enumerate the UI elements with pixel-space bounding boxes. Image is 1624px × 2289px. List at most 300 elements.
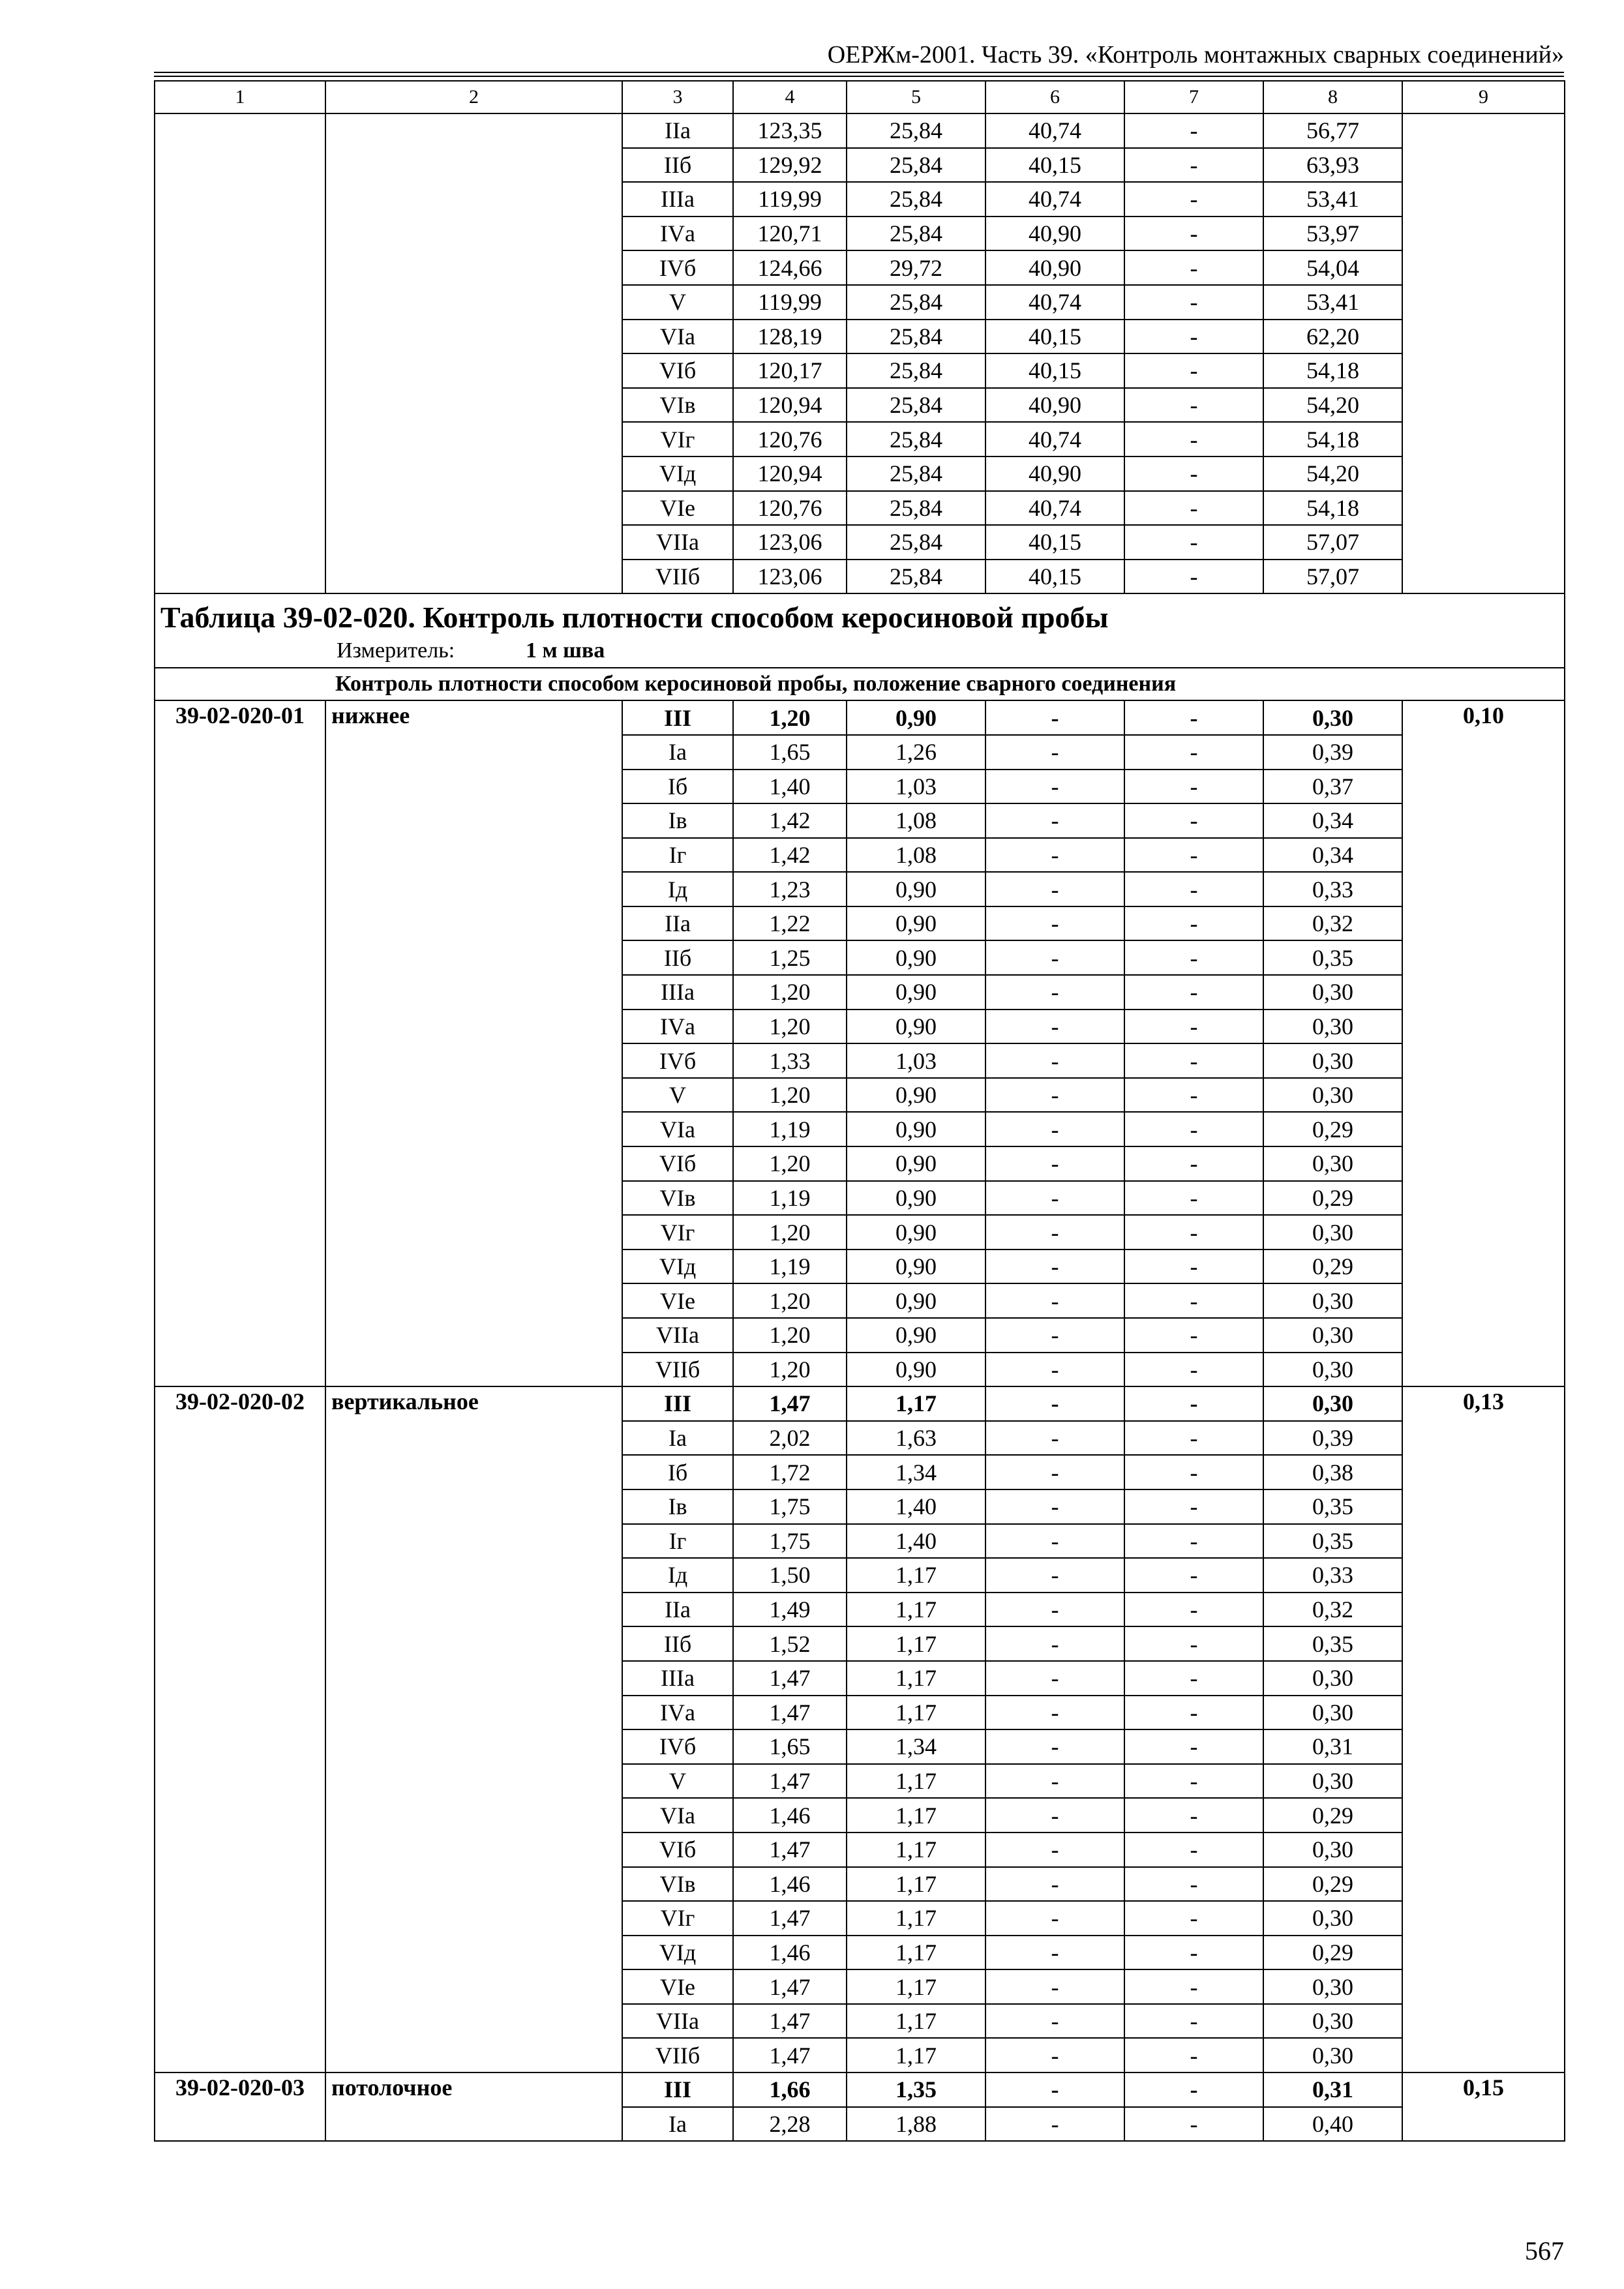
- table-row: [155, 1386, 1565, 1421]
- table-row: [155, 700, 1565, 735]
- value-col6: -: [985, 2038, 1124, 2072]
- item-position: потолочное: [325, 2072, 622, 2141]
- column-number: 5: [847, 81, 985, 113]
- value-col5: 1,17: [847, 1969, 985, 2004]
- page-number: 567: [1525, 2236, 1564, 2266]
- value-col7: -: [1124, 113, 1263, 148]
- value-col5: 25,84: [847, 285, 985, 320]
- value-col4: 120,76: [733, 491, 847, 526]
- value-col7: -: [1124, 2004, 1263, 2039]
- value-col6: -: [985, 1421, 1124, 1456]
- value-col6: -: [985, 1386, 1124, 1421]
- value-col5: 1,17: [847, 1626, 985, 1661]
- value-col4: 2,02: [733, 1421, 847, 1456]
- zone-cell: VIIб: [622, 560, 733, 594]
- zone-cell: VIа: [622, 1112, 733, 1146]
- value-col8: 0,29: [1263, 1249, 1402, 1284]
- value-col5: 29,72: [847, 250, 985, 285]
- value-col8: 0,38: [1263, 1455, 1402, 1489]
- value-col5: 1,88: [847, 2107, 985, 2142]
- value-col6: -: [985, 1833, 1124, 1867]
- value-col8: 62,20: [1263, 320, 1402, 354]
- value-col5: 1,17: [847, 1798, 985, 1833]
- value-col6: -: [985, 700, 1124, 735]
- value-col6: 40,15: [985, 525, 1124, 560]
- zone-cell: IIа: [622, 113, 733, 148]
- value-col4: 129,92: [733, 148, 847, 183]
- value-col4: 1,33: [733, 1043, 847, 1078]
- value-col6: 40,90: [985, 456, 1124, 491]
- value-col9: 0,13: [1402, 1386, 1565, 2072]
- value-col8: 63,93: [1263, 148, 1402, 183]
- table-row: [155, 2072, 1565, 2107]
- value-col7: -: [1124, 525, 1263, 560]
- value-col5: 1,17: [847, 1901, 985, 1936]
- value-col4: 1,47: [733, 1833, 847, 1867]
- column-number: 1: [155, 81, 325, 113]
- zone-cell: IIб: [622, 940, 733, 975]
- value-col7: -: [1124, 1936, 1263, 1970]
- value-col6: -: [985, 1078, 1124, 1113]
- zone-cell: Iв: [622, 1489, 733, 1524]
- value-col8: 54,18: [1263, 491, 1402, 526]
- column-number: 6: [985, 81, 1124, 113]
- value-col7: -: [1124, 1181, 1263, 1216]
- value-col4: 1,20: [733, 1010, 847, 1044]
- value-col7: -: [1124, 1969, 1263, 2004]
- value-col7: -: [1124, 1421, 1263, 1456]
- value-col4: 123,06: [733, 560, 847, 594]
- value-col7: -: [1124, 1078, 1263, 1113]
- zone-cell: VIв: [622, 1181, 733, 1216]
- value-col8: 0,40: [1263, 2107, 1402, 2142]
- value-col5: 0,90: [847, 1181, 985, 1216]
- value-col7: -: [1124, 1524, 1263, 1559]
- value-col8: 0,30: [1263, 1969, 1402, 2004]
- value-col4: 1,72: [733, 1455, 847, 1489]
- zone-cell: IVа: [622, 1696, 733, 1730]
- value-col6: -: [985, 1696, 1124, 1730]
- value-col6: 40,74: [985, 422, 1124, 456]
- value-col5: 0,90: [847, 1353, 985, 1387]
- value-col7: -: [1124, 217, 1263, 251]
- value-col4: 1,23: [733, 872, 847, 906]
- zone-cell: Iг: [622, 838, 733, 873]
- value-col4: 119,99: [733, 182, 847, 217]
- zone-cell: VIIа: [622, 525, 733, 560]
- value-col6: -: [985, 1318, 1124, 1353]
- value-col5: 0,90: [847, 975, 985, 1010]
- value-col6: -: [985, 1524, 1124, 1559]
- value-col5: 25,84: [847, 560, 985, 594]
- value-col5: 1,17: [847, 1833, 985, 1867]
- value-col7: -: [1124, 838, 1263, 873]
- value-col8: 0,37: [1263, 770, 1402, 804]
- value-col6: -: [985, 1901, 1124, 1936]
- value-col7: -: [1124, 1729, 1263, 1764]
- zone-cell: VIб: [622, 1146, 733, 1181]
- value-col5: 0,90: [847, 1283, 985, 1318]
- value-col4: 1,20: [733, 700, 847, 735]
- zone-cell: VIв: [622, 388, 733, 423]
- zone-cell: VIе: [622, 491, 733, 526]
- value-col4: 1,47: [733, 1969, 847, 2004]
- zone-cell: VIа: [622, 1798, 733, 1833]
- value-col7: -: [1124, 1593, 1263, 1627]
- value-col5: 1,26: [847, 735, 985, 770]
- value-col4: 124,66: [733, 250, 847, 285]
- value-col8: 54,18: [1263, 353, 1402, 388]
- zone-cell: IIIа: [622, 975, 733, 1010]
- zone-cell: VIб: [622, 1833, 733, 1867]
- value-col5: 1,40: [847, 1524, 985, 1559]
- value-col7: -: [1124, 1283, 1263, 1318]
- value-col4: 120,94: [733, 456, 847, 491]
- zone-cell: VIб: [622, 353, 733, 388]
- column-number: 7: [1124, 81, 1263, 113]
- value-col8: 0,30: [1263, 1764, 1402, 1799]
- value-col6: -: [985, 1798, 1124, 1833]
- value-col5: 1,17: [847, 1867, 985, 1902]
- value-col4: 120,94: [733, 388, 847, 423]
- value-col6: -: [985, 1455, 1124, 1489]
- value-col8: 0,30: [1263, 1318, 1402, 1353]
- value-col8: 0,30: [1263, 1696, 1402, 1730]
- value-col4: 1,42: [733, 803, 847, 838]
- value-col6: -: [985, 975, 1124, 1010]
- value-col4: 1,47: [733, 2038, 847, 2072]
- value-col7: -: [1124, 1010, 1263, 1044]
- zone-cell: Iб: [622, 770, 733, 804]
- page-header: [154, 37, 1564, 77]
- table-subheading: Контроль плотности способом керосиновой пробы, положение сварного соединения: [155, 668, 1565, 700]
- value-col8: 53,41: [1263, 182, 1402, 217]
- value-col6: -: [985, 1764, 1124, 1799]
- value-col5: 1,17: [847, 1936, 985, 1970]
- value-col8: 0,30: [1263, 2038, 1402, 2072]
- value-col7: -: [1124, 872, 1263, 906]
- zone-cell: III: [622, 2072, 733, 2107]
- value-col8: 56,77: [1263, 113, 1402, 148]
- value-col4: 1,75: [733, 1489, 847, 1524]
- value-col8: 0,30: [1263, 1353, 1402, 1387]
- value-col4: 1,42: [733, 838, 847, 873]
- value-col8: 54,20: [1263, 388, 1402, 423]
- zone-cell: VIв: [622, 1867, 733, 1902]
- table-title-row: [155, 593, 1565, 668]
- zone-cell: IVб: [622, 1729, 733, 1764]
- value-col5: 1,17: [847, 1696, 985, 1730]
- value-col7: -: [1124, 353, 1263, 388]
- value-col8: 0,29: [1263, 1181, 1402, 1216]
- value-col5: 1,08: [847, 803, 985, 838]
- value-col5: 1,03: [847, 770, 985, 804]
- zone-cell: IVб: [622, 250, 733, 285]
- value-col4: 123,06: [733, 525, 847, 560]
- column-number: 3: [622, 81, 733, 113]
- value-col5: 1,17: [847, 1593, 985, 1627]
- value-col7: -: [1124, 1455, 1263, 1489]
- value-col4: 1,20: [733, 1146, 847, 1181]
- value-col8: 0,30: [1263, 1901, 1402, 1936]
- value-col7: -: [1124, 1249, 1263, 1284]
- value-col8: 0,30: [1263, 1661, 1402, 1696]
- value-col8: 54,04: [1263, 250, 1402, 285]
- value-col4: 1,49: [733, 1593, 847, 1627]
- value-col5: 1,17: [847, 1558, 985, 1593]
- value-col9: 0,15: [1402, 2072, 1565, 2141]
- value-col4: 119,99: [733, 285, 847, 320]
- zone-cell: IIа: [622, 906, 733, 941]
- value-col7: -: [1124, 803, 1263, 838]
- value-col4: 1,19: [733, 1181, 847, 1216]
- value-col8: 0,35: [1263, 1489, 1402, 1524]
- item-code: [155, 113, 325, 593]
- value-col4: 1,52: [733, 1626, 847, 1661]
- zone-cell: VIд: [622, 1249, 733, 1284]
- value-col7: -: [1124, 1798, 1263, 1833]
- value-col8: 0,29: [1263, 1867, 1402, 1902]
- value-col5: 1,35: [847, 2072, 985, 2107]
- value-col8: 0,30: [1263, 1146, 1402, 1181]
- zone-cell: Iб: [622, 1455, 733, 1489]
- item-position: вертикальное: [325, 1386, 622, 2072]
- value-col4: 123,35: [733, 113, 847, 148]
- value-col4: 120,17: [733, 353, 847, 388]
- value-col6: 40,74: [985, 491, 1124, 526]
- value-col8: 0,30: [1263, 975, 1402, 1010]
- value-col5: 25,84: [847, 320, 985, 354]
- value-col7: -: [1124, 250, 1263, 285]
- value-col8: 0,33: [1263, 872, 1402, 906]
- value-col6: -: [985, 1181, 1124, 1216]
- zone-cell: VIд: [622, 1936, 733, 1970]
- zone-cell: V: [622, 1078, 733, 1113]
- value-col6: -: [985, 1936, 1124, 1970]
- value-col4: 1,20: [733, 1318, 847, 1353]
- value-col7: -: [1124, 2072, 1263, 2107]
- value-col6: -: [985, 1283, 1124, 1318]
- value-col5: 1,17: [847, 2038, 985, 2072]
- value-col4: 1,75: [733, 1524, 847, 1559]
- value-col4: 1,20: [733, 1283, 847, 1318]
- value-col8: 0,29: [1263, 1798, 1402, 1833]
- value-col6: -: [985, 872, 1124, 906]
- value-col8: 0,33: [1263, 1558, 1402, 1593]
- value-col7: -: [1124, 1146, 1263, 1181]
- column-number: 2: [325, 81, 622, 113]
- zone-cell: IIб: [622, 1626, 733, 1661]
- value-col5: 0,90: [847, 1249, 985, 1284]
- zone-cell: VIг: [622, 1901, 733, 1936]
- zone-cell: IIа: [622, 1593, 733, 1627]
- header-rule: [154, 72, 1564, 73]
- value-col8: 0,34: [1263, 803, 1402, 838]
- value-col6: 40,74: [985, 182, 1124, 217]
- column-numbers-row: [155, 81, 1565, 113]
- value-col6: -: [985, 838, 1124, 873]
- value-col4: 1,47: [733, 1764, 847, 1799]
- value-col6: -: [985, 1353, 1124, 1387]
- value-col7: -: [1124, 1043, 1263, 1078]
- value-col8: 0,34: [1263, 838, 1402, 873]
- zone-cell: V: [622, 1764, 733, 1799]
- value-col8: 0,29: [1263, 1936, 1402, 1970]
- value-col4: 1,20: [733, 1215, 847, 1249]
- value-col5: 0,90: [847, 872, 985, 906]
- value-col7: -: [1124, 1318, 1263, 1353]
- value-col5: 25,84: [847, 525, 985, 560]
- value-col6: -: [985, 1215, 1124, 1249]
- value-col6: -: [985, 1626, 1124, 1661]
- zone-cell: V: [622, 285, 733, 320]
- value-col5: 1,17: [847, 1764, 985, 1799]
- value-col5: 25,84: [847, 148, 985, 183]
- value-col8: 0,32: [1263, 1593, 1402, 1627]
- value-col7: -: [1124, 906, 1263, 941]
- value-col7: -: [1124, 560, 1263, 594]
- value-col7: -: [1124, 1386, 1263, 1421]
- value-col6: -: [985, 1867, 1124, 1902]
- value-col7: -: [1124, 320, 1263, 354]
- meter-label: Измеритель:: [337, 638, 455, 663]
- value-col6: -: [985, 2004, 1124, 2039]
- zone-cell: VIе: [622, 1283, 733, 1318]
- value-col7: -: [1124, 1215, 1263, 1249]
- value-col6: 40,15: [985, 560, 1124, 594]
- value-col5: 25,84: [847, 491, 985, 526]
- value-col8: 0,32: [1263, 906, 1402, 941]
- header-title: ОЕРЖм-2001. Часть 39. «Контроль монтажных сварных соединений»: [827, 41, 1564, 68]
- item-position: [325, 113, 622, 593]
- value-col4: 1,19: [733, 1112, 847, 1146]
- value-col8: 0,29: [1263, 1112, 1402, 1146]
- value-col5: 25,84: [847, 388, 985, 423]
- value-col8: 0,30: [1263, 1386, 1402, 1421]
- value-col6: -: [985, 2107, 1124, 2142]
- value-col7: -: [1124, 491, 1263, 526]
- value-col7: -: [1124, 2107, 1263, 2142]
- value-col4: 1,50: [733, 1558, 847, 1593]
- value-col5: 25,84: [847, 217, 985, 251]
- value-col6: 40,90: [985, 388, 1124, 423]
- value-col4: 1,20: [733, 1078, 847, 1113]
- item-code: 39-02-020-03: [155, 2072, 325, 2141]
- value-col8: 0,30: [1263, 700, 1402, 735]
- zone-cell: Iа: [622, 1421, 733, 1456]
- value-col4: 1,47: [733, 2004, 847, 2039]
- value-col6: -: [985, 1489, 1124, 1524]
- value-col4: 1,22: [733, 906, 847, 941]
- meter-value: 1 м шва: [526, 638, 605, 663]
- value-col5: 25,84: [847, 422, 985, 456]
- value-col7: -: [1124, 700, 1263, 735]
- zone-cell: VIд: [622, 456, 733, 491]
- value-col7: -: [1124, 1112, 1263, 1146]
- value-col6: -: [985, 1661, 1124, 1696]
- zone-cell: VIIа: [622, 2004, 733, 2039]
- value-col5: 0,90: [847, 1215, 985, 1249]
- value-col5: 25,84: [847, 456, 985, 491]
- value-col5: 1,17: [847, 1661, 985, 1696]
- value-col8: 0,35: [1263, 1524, 1402, 1559]
- column-number: 4: [733, 81, 847, 113]
- value-col4: 2,28: [733, 2107, 847, 2142]
- value-col8: 0,35: [1263, 1626, 1402, 1661]
- zone-cell: Iг: [622, 1524, 733, 1559]
- value-col6: -: [985, 1010, 1124, 1044]
- value-col7: -: [1124, 182, 1263, 217]
- value-col4: 1,47: [733, 1696, 847, 1730]
- item-code: 39-02-020-02: [155, 1386, 325, 2072]
- value-col7: -: [1124, 1764, 1263, 1799]
- value-col6: -: [985, 803, 1124, 838]
- zone-cell: Iд: [622, 872, 733, 906]
- column-number: 8: [1263, 81, 1402, 113]
- value-col8: 0,30: [1263, 1833, 1402, 1867]
- value-col5: 1,08: [847, 838, 985, 873]
- value-col8: 0,30: [1263, 1010, 1402, 1044]
- value-col5: 25,84: [847, 182, 985, 217]
- zone-cell: IIIа: [622, 182, 733, 217]
- zone-cell: VIIб: [622, 1353, 733, 1387]
- zone-cell: VIа: [622, 320, 733, 354]
- value-col7: -: [1124, 1489, 1263, 1524]
- zone-cell: IVа: [622, 217, 733, 251]
- zone-cell: III: [622, 700, 733, 735]
- value-col6: -: [985, 906, 1124, 941]
- value-col5: 25,84: [847, 353, 985, 388]
- value-col4: 1,20: [733, 975, 847, 1010]
- value-col6: 40,90: [985, 217, 1124, 251]
- value-col6: -: [985, 1043, 1124, 1078]
- table-title: Таблица 39-02-020. Контроль плотности способом керосиновой пробы: [160, 601, 1109, 635]
- value-col8: 0,31: [1263, 2072, 1402, 2107]
- value-col6: 40,74: [985, 113, 1124, 148]
- value-col7: -: [1124, 388, 1263, 423]
- value-col4: 1,46: [733, 1798, 847, 1833]
- value-col8: 54,18: [1263, 422, 1402, 456]
- zone-cell: VIе: [622, 1969, 733, 2004]
- value-col6: 40,15: [985, 148, 1124, 183]
- value-col4: 1,47: [733, 1661, 847, 1696]
- value-col8: 0,30: [1263, 1215, 1402, 1249]
- value-col8: 57,07: [1263, 560, 1402, 594]
- value-col5: 0,90: [847, 1010, 985, 1044]
- value-col5: 1,17: [847, 1386, 985, 1421]
- value-col4: 1,25: [733, 940, 847, 975]
- zone-cell: VIIа: [622, 1318, 733, 1353]
- value-col8: 57,07: [1263, 525, 1402, 560]
- value-col5: 1,34: [847, 1729, 985, 1764]
- value-col8: 0,39: [1263, 1421, 1402, 1456]
- value-col7: -: [1124, 735, 1263, 770]
- value-col8: 0,30: [1263, 1078, 1402, 1113]
- item-position: нижнее: [325, 700, 622, 1386]
- value-col8: 0,31: [1263, 1729, 1402, 1764]
- value-col6: -: [985, 1146, 1124, 1181]
- value-col8: 0,30: [1263, 1043, 1402, 1078]
- value-col7: -: [1124, 1661, 1263, 1696]
- value-col6: -: [985, 1729, 1124, 1764]
- zone-cell: VIг: [622, 1215, 733, 1249]
- zone-cell: Iа: [622, 2107, 733, 2142]
- value-col6: 40,74: [985, 285, 1124, 320]
- value-col7: -: [1124, 1353, 1263, 1387]
- value-col4: 1,65: [733, 735, 847, 770]
- value-col4: 1,40: [733, 770, 847, 804]
- value-col5: 0,90: [847, 906, 985, 941]
